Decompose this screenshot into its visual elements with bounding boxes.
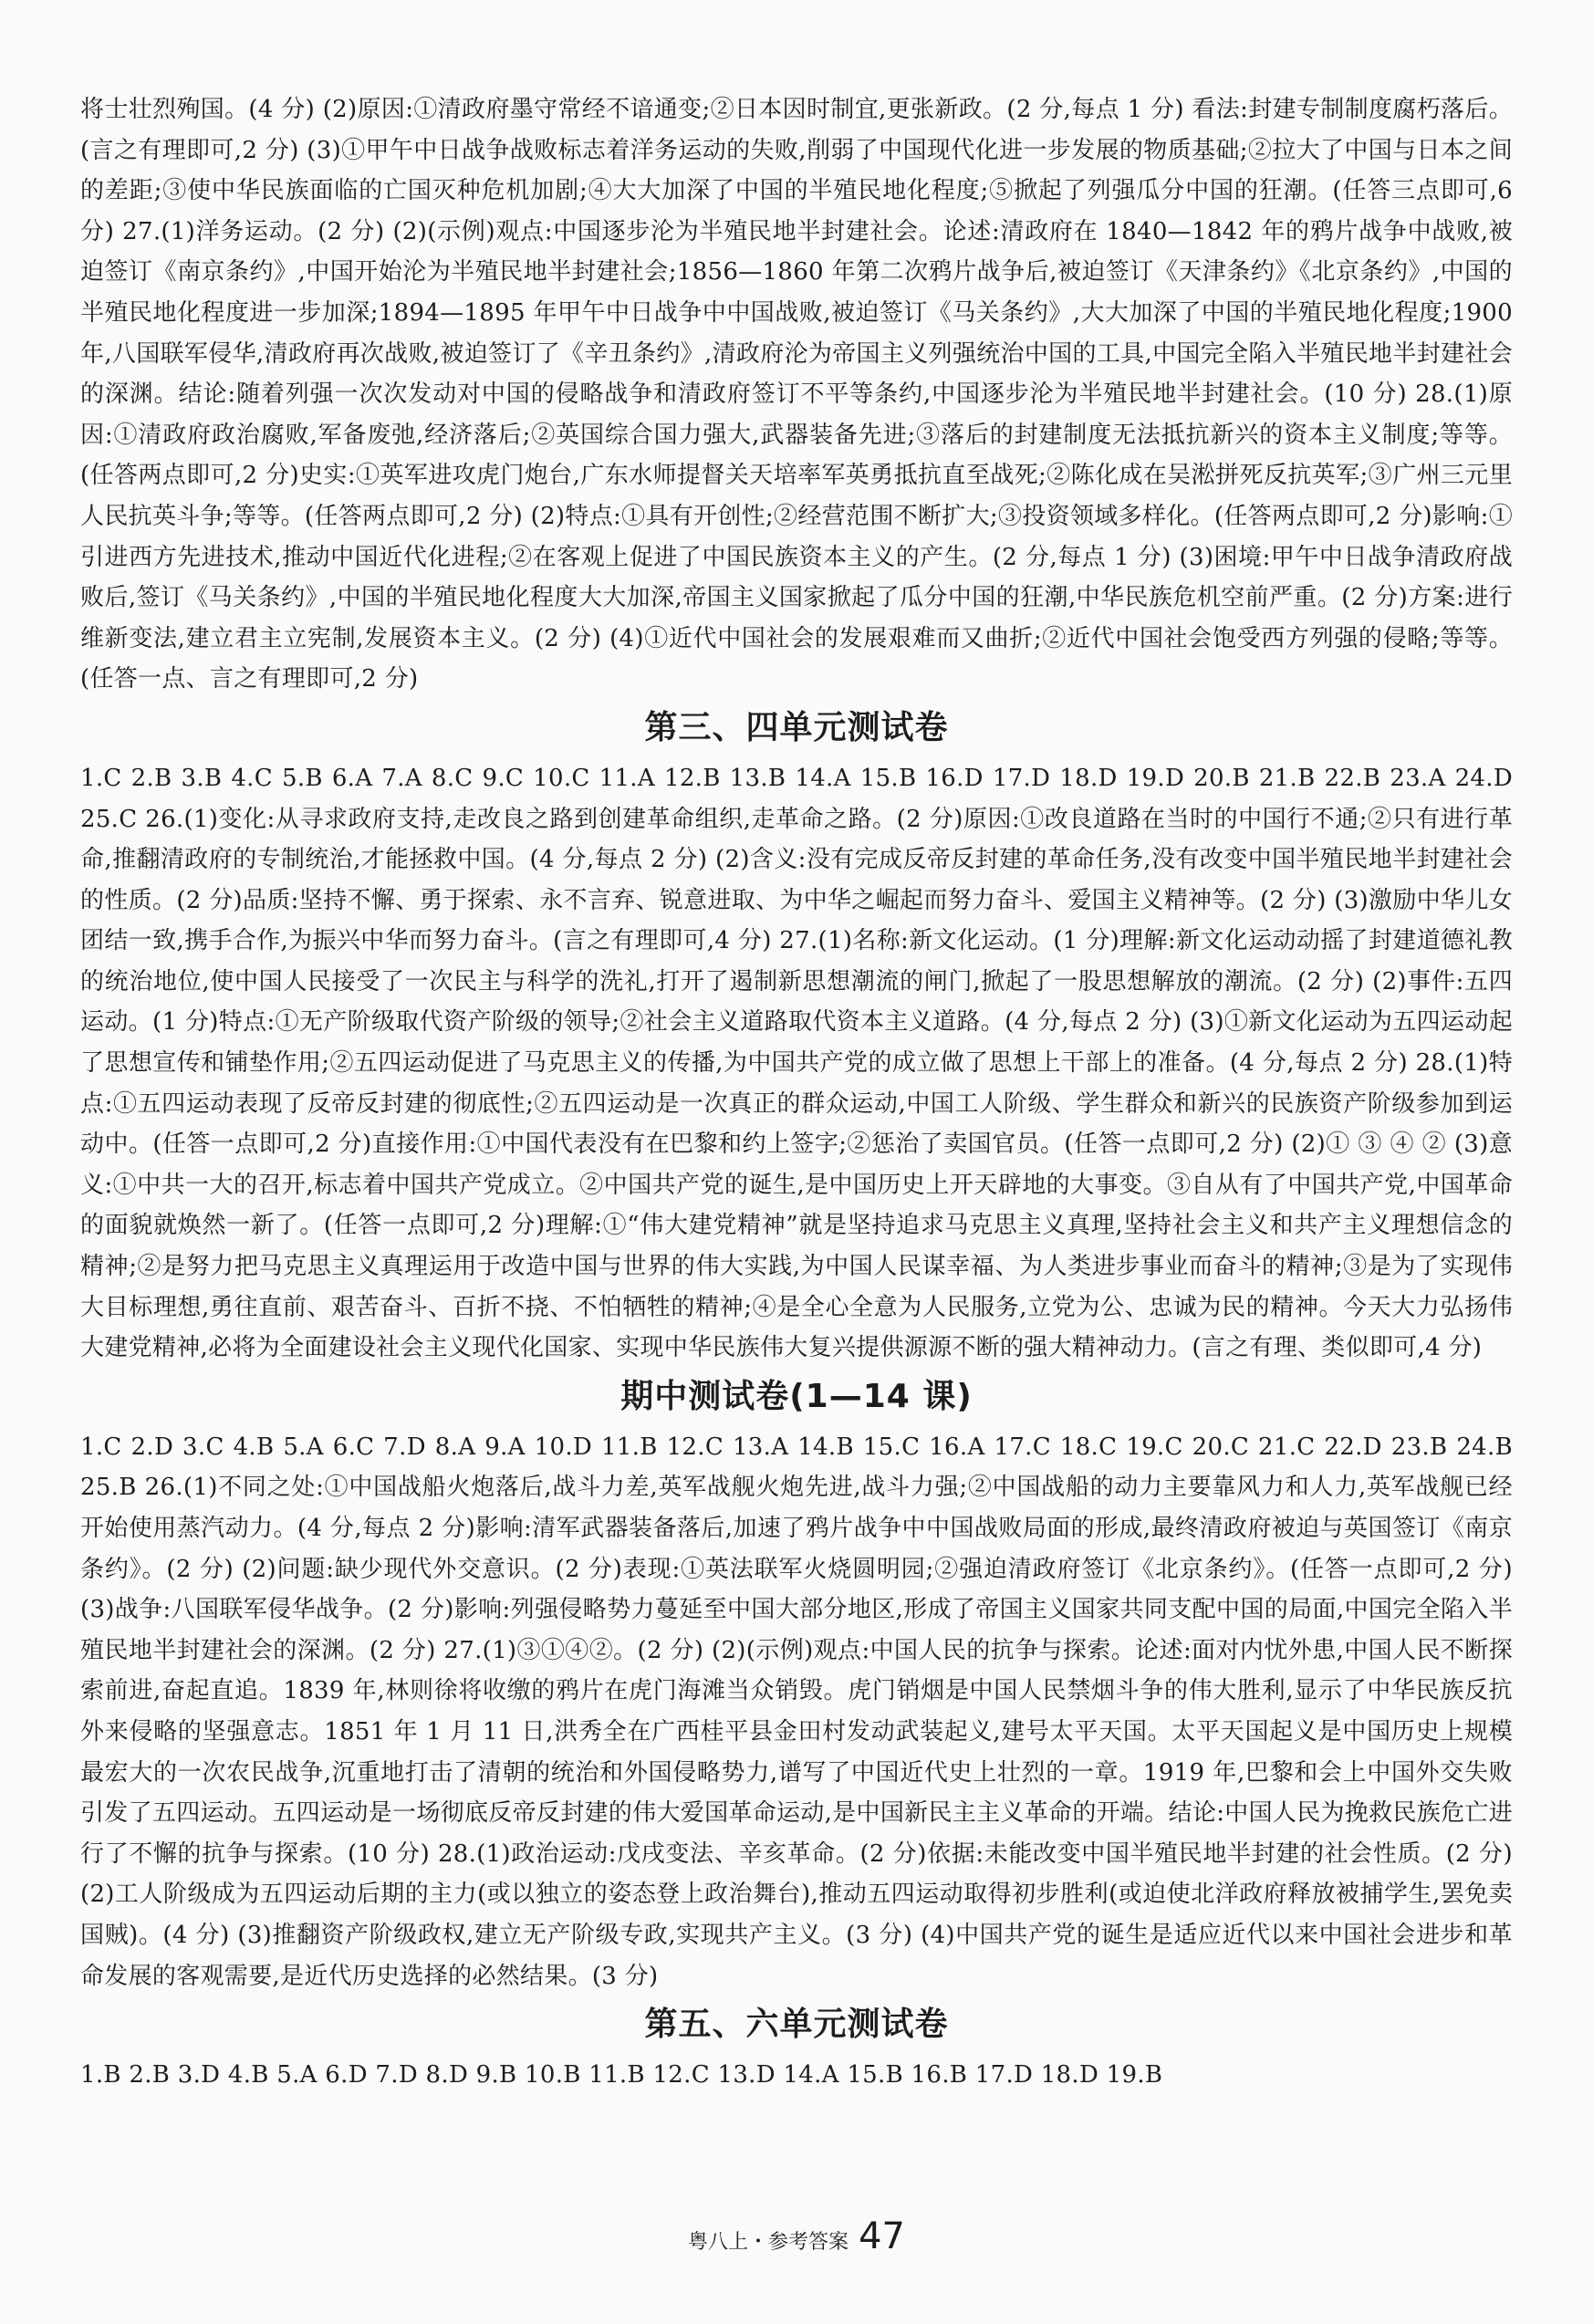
page-footer bbox=[0, 2215, 1593, 2257]
answer-paragraph-unit-1-2-continued: 将士壮烈殉国。(4 分) (2)原因:①清政府墨守常经不谙通变;②日本因时制宜,更张新政。(2 分,每点 1 分) 看法:封建专制制度腐朽落后。(言之有理即可,2 分) (3)①甲午中日战争战败标志着洋务运动的失败,削弱了中国现代化进一步发展的物质基础;②拉大了中国与日本之间的差距;③使中华民族面临的亡国灭种危机加剧;④大大加深了中国的半殖民地化程度;⑤掀起了列强瓜分中国的狂潮。(任答三点即可,6 分) 27.(1)洋务运动。(2 分) (2)(示例)观点:中国逐步沦为半殖民地半封建社会。论述:清政府在 1840—1842 年的鸦片战争中战败,被迫签订《南京条约》,中国开始沦为半殖民地半封建社会;1856—1860 年第二次鸦片战争后,被迫签订《天津条约》《北京条约》,中国的半殖民地化程度进一步加深;1894—1895 年甲午中日战争中中国战败,被迫签订《马关条约》,大大加深了中国的半殖民地化程度;1900 年,八国联军侵华,清政府再次战败,被迫签订了《辛丑条约》,清政府沦为帝国主义列强统治中国的工具,中国完全陷入半殖民地半封建社会的深渊。结论:随着列强一次次发动对中国的侵略战争和清政府签订不平等条约,中国逐步沦为半殖民地半封建社会。(10 分) 28.(1)原因:①清政府政治腐败,军备废弛,经济落后;②英国综合国力强大,武器装备先进;③落后的封建制度无法抵抗新兴的资本主义制度;等等。(任答两点即可,2 分)史实:①英军进攻虎门炮台,广东水师提督关天培率军英勇抵抗直至战死;②陈化成在吴淞拼死反抗英军;③广州三元里人民抗英斗争;等等。(任答两点即可,2 分) (2)特点:①具有开创性;②经营范围不断扩大;③投资领域多样化。(任答两点即可,2 分)影响:①引进西方先进技术,推动中国近代化进程;②在客观上促进了中国民族资本主义的产生。(2 分,每点 1 分) (3)困境:甲午中日战争清政府战败后,签订《马关条约》,中国的半殖民地化程度大大加深,帝国主义国家掀起了瓜分中国的狂潮,中华民族危机空前严重。(2 分)方案:进行维新变法,建立君主立宪制,发展资本主义。(2 分) (4)①近代中国社会的发展艰难而又曲折;②近代中国社会饱受西方列强的侵略;等等。(任答一点、言之有理即可,2 分) bbox=[80, 96, 1513, 693]
section-title-midterm: 期中测试卷(1—14 课) bbox=[620, 1377, 973, 1415]
answer-paragraph-unit-5-6: 1.B 2.B 3.D 4.B 5.A 6.D 7.D 8.D 9.B 10.B 11.B 12.C 13.D 14.A 15.B 16.B 17.D 18.D 19.B bbox=[80, 2061, 1163, 2090]
footer-label: 粤八上・参考答案 bbox=[687, 2231, 849, 2254]
answer-paragraph-midterm: 1.C 2.D 3.C 4.B 5.A 6.C 7.D 8.A 9.A 10.D 11.B 12.C 13.A 14.B 15.C 16.A 17.C 18.C 19.C 20.C 21.C 22.D 23.B 24.B 25.B 26.(1)不同之处:①中国战船火炮落后,战斗力差,英军战舰火炮先进,战斗力强;②中国战船的动力主要靠风力和人力,英军战舰已经开始使用蒸汽动力。(4 分,每点 2 分)影响:清军武器装备落后,加速了鸦片战争中中国战败局面的形成,最终清政府被迫与英国签订《南京条约》。(2 分) (2)问题:缺少现代外交意识。(2 分)表现:①英法联军火烧圆明园;②强迫清政府签订《北京条约》。(任答一点即可,2 分) (3)战争:八国联军侵华战争。(2 分)影响:列强侵略势力蔓延至中国大部分地区,形成了帝国主义国家共同支配中国的局面,中国完全陷入半殖民地半封建社会的深渊。(2 分) 27.(1)③①④②。(2 分) (2)(示例)观点:中国人民的抗争与探索。论述:面对内忧外患,中国人民不断探索前进,奋起直追。1839 年,林则徐将收缴的鸦片在虎门海滩当众销毁。虎门销烟是中国人民禁烟斗争的伟大胜利,显示了中华民族反抗外来侵略的坚强意志。1851 年 1 月 11 日,洪秀全在广西桂平县金田村发动武装起义,建号太平天国。太平天国起义是中国历史上规模最宏大的一次农民战争,沉重地打击了清朝的统治和外国侵略势力,谱写了中国近代史上壮烈的一章。1919 年,巴黎和会上中国外交失败引发了五四运动。五四运动是一场彻底反帝反封建的伟大爱国革命运动,是中国新民主主义革命的开端。结论:中国人民为挽救民族危亡进行了不懈的抗争与探索。(10 分) 28.(1)政治运动:戊戌变法、辛亥革命。(2 分)依据:未能改变中国半殖民地半封建的社会性质。(2 分) (2)工人阶级成为五四运动后期的主力(或以独立的姿态登上政治舞台),推动五四运动取得初步胜利(或迫使北洋政府释放被捕学生,罢免卖国贼)。(4 分) (3)推翻资产阶级政权,建立无产阶级专政,实现共产主义。(3 分) (4)中国共产党的诞生是适应近代以来中国社会进步和革命发展的客观需要,是近代历史选择的必然结果。(3 分) bbox=[80, 1433, 1513, 1990]
page-number: 47 bbox=[859, 2215, 905, 2257]
section-title-unit-3-4: 第三、四单元测试卷 bbox=[644, 708, 949, 746]
answer-paragraph-unit-3-4: 1.C 2.B 3.B 4.C 5.B 6.A 7.A 8.C 9.C 10.C 11.A 12.B 13.B 14.A 15.B 16.D 17.D 18.D 19.D 20.B 21.B 22.B 23.A 24.D 25.C 26.(1)变化:从寻求政府支持,走改良之路到创建革命组织,走革命之路。(2 分)原因:①改良道路在当时的中国行不通;②只有进行革命,推翻清政府的专制统治,才能拯救中国。(4 分,每点 2 分) (2)含义:没有完成反帝反封建的革命任务,没有改变中国半殖民地半封建社会的性质。(2 分)品质:坚持不懈、勇于探索、永不言弃、锐意进取、为中华之崛起而努力奋斗、爱国主义精神等。(2 分) (3)激励中华儿女团结一致,携手合作,为振兴中华而努力奋斗。(言之有理即可,4 分) 27.(1)名称:新文化运动。(1 分)理解:新文化运动动摇了封建道德礼教的统治地位,使中国人民接受了一次民主与科学的洗礼,打开了遏制新思想潮流的闸门,掀起了一股思想解放的潮流。(2 分) (2)事件:五四运动。(1 分)特点:①无产阶级取代资产阶级的领导;②社会主义道路取代资本主义道路。(4 分,每点 2 分) (3)①新文化运动为五四运动起了思想宣传和铺垫作用;②五四运动促进了马克思主义的传播,为中国共产党的成立做了思想上干部上的准备。(4 分,每点 2 分) 28.(1)特点:①五四运动表现了反帝反封建的彻底性;②五四运动是一次真正的群众运动,中国工人阶级、学生群众和新兴的民族资产阶级参加到运动中。(任答一点即可,2 分)直接作用:①中国代表没有在巴黎和约上签字;②惩治了卖国官员。(任答一点即可,2 分) (2)① ③ ④ ② (3)意义:①中共一大的召开,标志着中国共产党成立。②中国共产党的诞生,是中国历史上开天辟地的大事变。③自从有了中国共产党,中国革命的面貌就焕然一新了。(任答一点即可,2 分)理解:①“伟大建党精神”就是坚持追求马克思主义真理,坚持社会主义和共产主义理想信念的精神;②是努力把马克思主义真理运用于改造中国与世界的伟大实践,为中国人民谋幸福、为人类进步事业而奋斗的精神;③是为了实现伟大目标理想,勇往直前、艰苦奋斗、百折不挠、不怕牺牲的精神;④是全心全意为人民服务,立党为公、忠诚为民的精神。今天大力弘扬伟大建党精神,必将为全面建设社会主义现代化国家、实现中华民族伟大复兴提供源源不断的强大精神动力。(言之有理、类似即可,4 分) bbox=[80, 764, 1513, 1362]
section-title-unit-5-6: 第五、六单元测试卷 bbox=[644, 2006, 949, 2044]
